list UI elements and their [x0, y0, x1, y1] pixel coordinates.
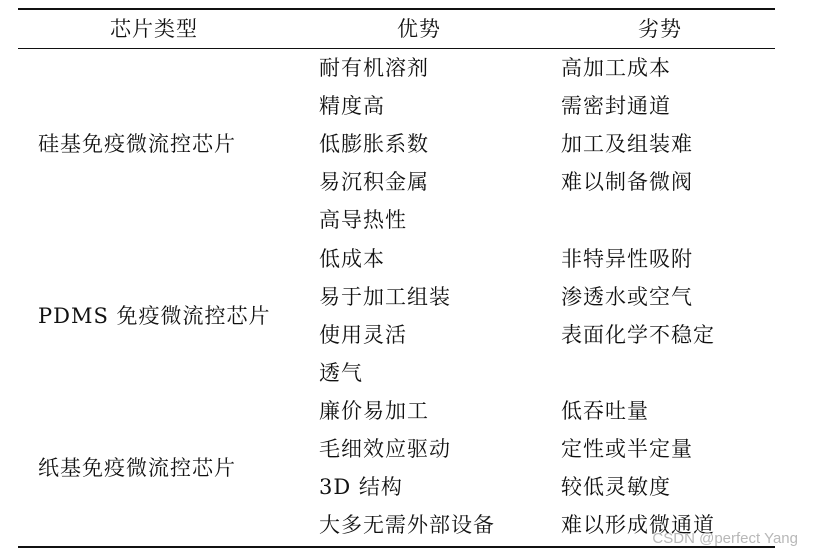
- disadvantage-item: 渗透水或空气: [561, 285, 693, 309]
- header-advantages: 优势: [397, 17, 441, 41]
- watermark: CSDN @perfect Yang: [652, 530, 798, 547]
- chip-type-pdms: PDMS 免疫微流控芯片: [38, 304, 271, 328]
- disadvantage-item: 定性或半定量: [561, 437, 693, 461]
- disadvantage-item: 表面化学不稳定: [561, 323, 715, 347]
- header-chip-type: 芯片类型: [110, 17, 198, 41]
- disadvantage-item: 较低灵敏度: [561, 475, 671, 499]
- advantage-item: 易于加工组装: [319, 285, 451, 309]
- advantage-item: 精度高: [319, 94, 385, 118]
- header-disadvantages: 劣势: [638, 17, 682, 41]
- advantage-item: 低成本: [319, 247, 385, 271]
- advantage-item: 廉价易加工: [319, 399, 429, 423]
- chip-type-paper: 纸基免疫微流控芯片: [38, 456, 236, 480]
- disadvantage-item: 高加工成本: [561, 56, 671, 80]
- advantage-item: 大多无需外部设备: [319, 513, 495, 537]
- table-top-rule: [18, 8, 775, 10]
- disadvantage-item: 需密封通道: [561, 94, 671, 118]
- disadvantage-item: 非特异性吸附: [561, 247, 693, 271]
- chip-type-silicon: 硅基免疫微流控芯片: [38, 132, 236, 156]
- header-rule: [18, 48, 775, 49]
- advantage-item: 高导热性: [319, 208, 407, 232]
- advantage-item: 使用灵活: [319, 323, 407, 347]
- disadvantage-item: 难以制备微阀: [561, 170, 693, 194]
- disadvantage-item: 难以形成微通道: [561, 513, 715, 537]
- advantage-item: 3D 结构: [319, 475, 403, 499]
- advantage-item: 易沉积金属: [319, 170, 429, 194]
- advantage-item: 透气: [319, 361, 363, 385]
- advantage-item: 毛细效应驱动: [319, 437, 451, 461]
- advantage-item: 耐有机溶剂: [319, 56, 429, 80]
- advantage-item: 低膨胀系数: [319, 132, 429, 156]
- disadvantage-item: 低吞吐量: [561, 399, 649, 423]
- disadvantage-item: 加工及组装难: [561, 132, 693, 156]
